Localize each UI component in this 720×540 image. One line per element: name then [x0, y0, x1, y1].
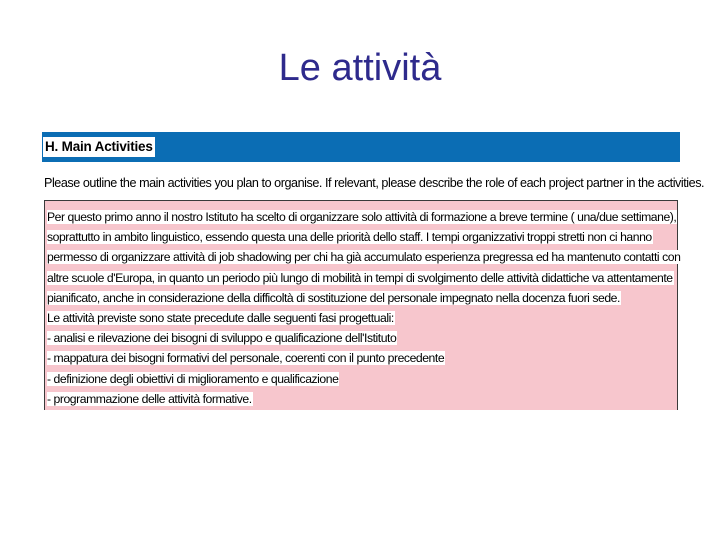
- answer-line-text: pianificato, anche in considerazione della difficoltà di sostituzione del personale impegnato nella docenza fuori sede.: [47, 290, 620, 305]
- answer-text: [47, 207, 681, 409]
- section-title: H. Main Activities: [43, 137, 155, 157]
- answer-line: [47, 247, 681, 267]
- answer-line-text: - mappatura dei bisogni formativi del personale, coerenti con il punto precedente: [47, 351, 445, 366]
- answer-line: [47, 389, 681, 409]
- section-header-bar: [42, 132, 680, 162]
- answer-line: [47, 227, 681, 247]
- answer-line: [47, 348, 681, 368]
- answer-line-text: - programmazione delle attività formative.: [47, 391, 252, 406]
- answer-line: [47, 369, 681, 389]
- slide-title: Le attività: [278, 47, 442, 89]
- answer-line-text: Le attività previste sono state precedute dalle seguenti fasi progettuali:: [47, 310, 394, 325]
- answer-line: [47, 308, 681, 328]
- answer-line: [47, 288, 681, 308]
- answer-line: [47, 328, 681, 348]
- answer-line-text: Per questo primo anno il nostro Istituto ha scelto di organizzare solo attività di formazione a breve termine ( una/due settimane),: [47, 210, 677, 224]
- answer-line-text: permesso di organizzare attività di job shadowing per chi ha già accumulato esperienza pregressa ed ha mantenuto contatti con: [47, 250, 681, 265]
- answer-line-text: soprattutto in ambito linguistico, essendo questa una delle priorità dello staff. I tempi organizzativi troppi stretti non ci hanno: [47, 230, 652, 245]
- answer-line-text: altre scuole d'Europa, in quanto un periodo più lungo di mobilità in tempi di svolgimento delle attività didattiche va attentamente: [47, 270, 673, 285]
- form-screenshot: [42, 132, 705, 410]
- answer-box: [44, 200, 681, 410]
- answer-line-text: - analisi e rilevazione dei bisogni di sviluppo e qualificazione dell'Istituto: [47, 331, 397, 346]
- answer-line: [47, 268, 681, 288]
- answer-line-text: - definizione degli obiettivi di miglioramento e qualificazione: [47, 371, 339, 386]
- instruction-text: Please outline the main activities you plan to organise. If relevant, please describe the role of each project partner in the activities.: [44, 176, 705, 190]
- answer-line: [47, 207, 681, 227]
